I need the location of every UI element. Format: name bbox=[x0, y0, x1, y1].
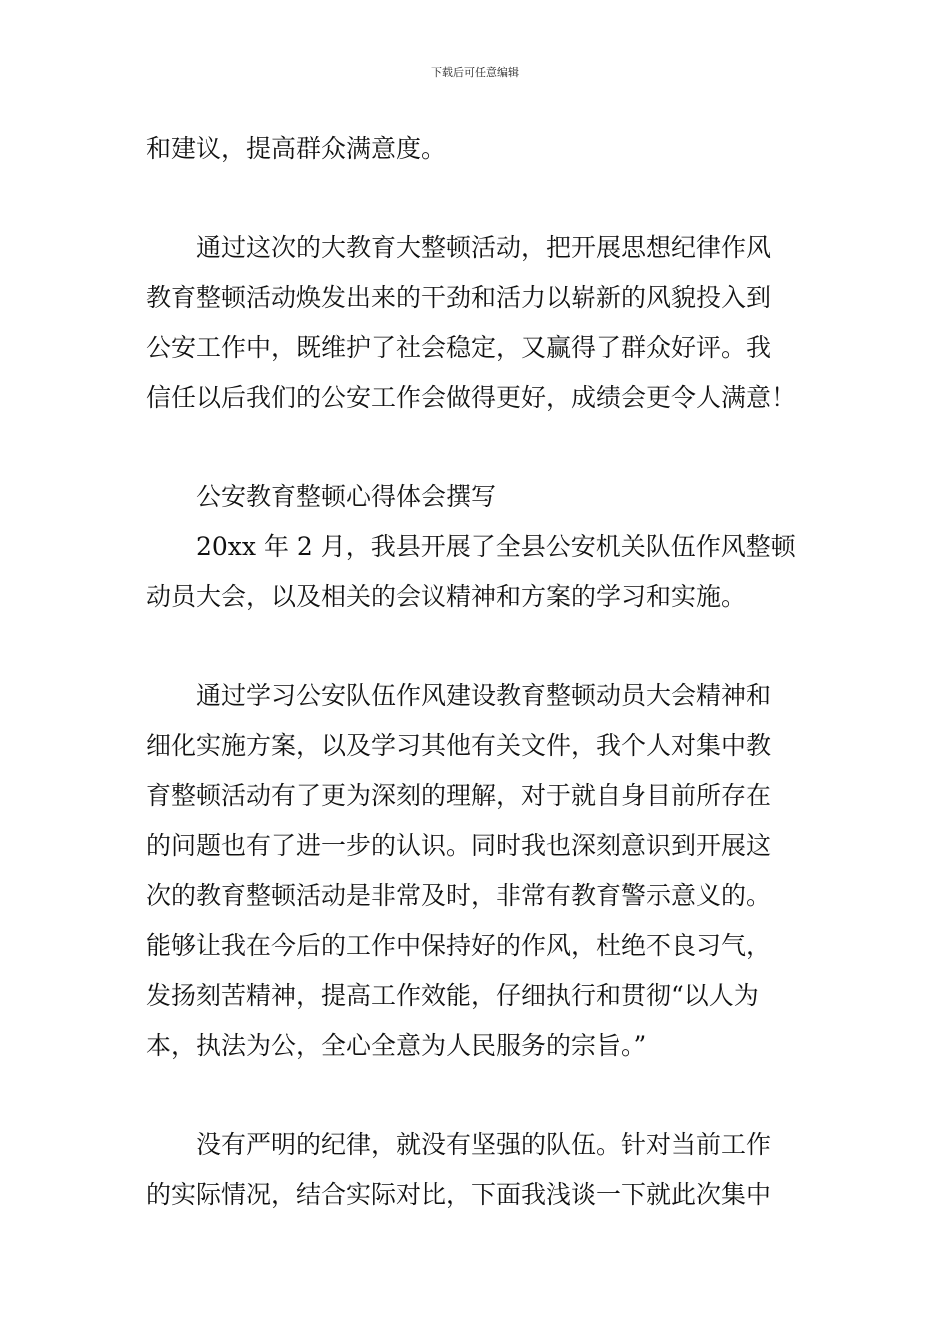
text-line: 教育整顿活动焕发出来的干劲和活力以崭新的风貌投入到 bbox=[146, 283, 772, 312]
text-line: 没有严明的纪律，就没有坚强的队伍。针对当前工作 bbox=[196, 1130, 772, 1159]
text-line: 本，执法为公，全心全意为人民服务的宗旨。” bbox=[146, 1031, 647, 1060]
text-line: 信任以后我们的公安工作会做得更好，成绩会更令人满意！ bbox=[146, 383, 797, 412]
text-line: 次的教育整顿活动是非常及时，非常有教育警示意义的。 bbox=[146, 881, 772, 910]
text-line: 动员大会，以及相关的会议精神和方案的学习和实施。 bbox=[146, 582, 747, 611]
text-line: 能够让我在今后的工作中保持好的作风，杜绝不良习气， bbox=[146, 931, 772, 960]
section-heading: 公安教育整顿心得体会撰写 bbox=[196, 482, 497, 511]
text-line: 和建议，提高群众满意度。 bbox=[146, 134, 447, 163]
text-line: 育整顿活动有了更为深刻的理解，对于就自身目前所存在 bbox=[146, 781, 772, 810]
text-line: 的问题也有了进一步的认识。同时我也深刻意识到开展这 bbox=[146, 831, 772, 860]
page-header-note: 下载后可任意编辑 bbox=[431, 66, 519, 79]
text-line: 通过学习公安队伍作风建设教育整顿动员大会精神和 bbox=[196, 681, 772, 710]
text-line: 通过这次的大教育大整顿活动，把开展思想纪律作风 bbox=[196, 233, 772, 262]
text-line: 细化实施方案，以及学习其他有关文件，我个人对集中教 bbox=[146, 731, 772, 760]
text-line: 公安工作中，既维护了社会稳定，又赢得了群众好评。我 bbox=[146, 333, 772, 362]
text-line: 20xx 年 2 月，我县开展了全县公安机关队伍作风整顿 bbox=[196, 532, 796, 561]
text-line: 发扬刻苦精神，提高工作效能，仔细执行和贯彻“以人为 bbox=[146, 981, 759, 1010]
text-line: 的实际情况，结合实际对比，下面我浅谈一下就此次集中 bbox=[146, 1180, 772, 1209]
